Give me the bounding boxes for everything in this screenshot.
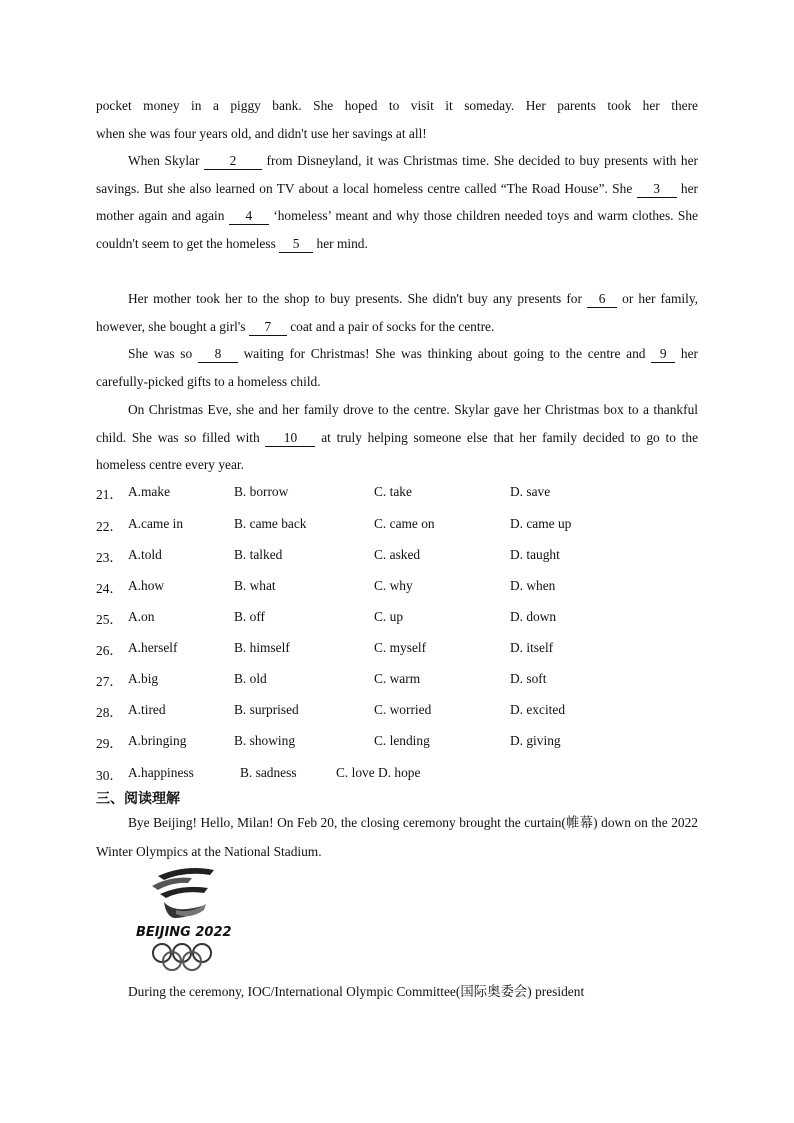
passage-paragraph-1 [96,92,698,147]
blank-7: 7 [249,319,287,336]
question-row [96,671,696,691]
passage-paragraph-3 [96,285,698,340]
question-number: 22． [96,519,123,534]
option-a[interactable]: A.came in [128,516,184,531]
passage-text: or her family, however, she bought a girl's [96,291,698,334]
option-b[interactable]: B. old [234,671,267,686]
blank-4: 4 [229,208,269,225]
blank-6: 6 [587,291,617,308]
question-row [96,640,696,660]
option-d[interactable]: D. down [510,609,557,624]
option-a[interactable]: A.make [128,484,171,499]
reading-paragraph-1: Bye Beijing! Hello, Milan! On Feb 20, the closing ceremony brought the curtain(帷幕) down on the 2022 Winter Olympics at the National Stadium. [96,815,698,859]
option-b[interactable]: B. talked [234,547,283,562]
blank-5: 5 [279,236,313,253]
option-a[interactable]: A.big [128,671,159,686]
blank-3: 3 [637,181,677,198]
question-row [96,578,696,598]
option-c[interactable]: C. lending [374,733,430,748]
passage-text: from Disneyland, it was Christmas time. She decided to buy presents with her savings. But she also learned on TV about a local homeless centre called “The Road House”. She [96,153,698,196]
option-d[interactable]: D. when [510,578,556,593]
option-a[interactable]: A.happiness [128,765,194,780]
passage-line: pocket money in a piggy bank. She hoped to visit it someday. Her parents took her there [96,98,698,113]
passage-text: at truly helping someone else that her family decided to go to the homeless centre every year. [96,429,699,472]
option-b[interactable]: B. himself [234,640,290,655]
passage-text: her carefully-picked gifts to a homeless child. [96,346,698,389]
question-row [96,484,696,504]
option-c-d[interactable]: C. love D. hope [336,765,421,780]
option-c[interactable]: C. worried [374,702,432,717]
question-number: 30． [96,768,123,783]
option-a[interactable]: A.told [128,547,162,562]
question-row [96,547,696,567]
option-c[interactable]: C. asked [374,547,421,562]
section-title: 三、阅读理解 [96,791,180,807]
passage-text: coat and a pair of socks for the centre. [286,318,495,334]
option-a[interactable]: A.how [128,578,165,593]
option-d[interactable]: D. itself [510,640,554,655]
beijing-2022-logo [130,862,240,974]
passage-text: When Skylar [128,153,204,168]
passage-text: Her mother took her to the shop to buy presents. She didn't buy any presents for [128,291,588,306]
option-c[interactable]: C. up [374,609,404,624]
option-c[interactable]: C. came on [374,516,435,531]
option-d[interactable]: D. giving [510,733,561,748]
option-c[interactable]: C. warm [374,671,421,686]
question-number: 28． [96,705,123,720]
passage-text: On Christmas Eve, she and her family drove to the centre. Skylar gave her Christmas box to a thankful child. She was so filled with [96,402,698,445]
option-d[interactable]: D. save [510,484,551,499]
blank-10: 10 [265,430,315,447]
question-row [96,733,696,753]
blank-8: 8 [198,346,238,363]
option-d[interactable]: D. excited [510,702,566,717]
passage-paragraph-4 [96,340,698,395]
passage-paragraph-5 [96,396,698,479]
option-a[interactable]: A.tired [128,702,166,717]
question-row [96,609,696,629]
blank-2: 2 [204,153,262,170]
option-b[interactable]: B. borrow [234,484,289,499]
reading-paragraph-2: During the ceremony, IOC/International Olympic Committee(国际奥委会) president [128,984,585,999]
question-number: 21． [96,487,123,502]
question-number: 24． [96,581,123,596]
question-number: 29． [96,736,123,751]
question-number: 23． [96,550,123,565]
beijing-2022-emblem-icon [130,862,240,974]
option-c[interactable]: C. myself [374,640,427,655]
option-b[interactable]: B. showing [234,733,296,748]
option-b[interactable]: B. surprised [234,702,299,717]
question-number: 27． [96,674,123,689]
option-d[interactable]: D. soft [510,671,547,686]
option-b[interactable]: B. sadness [240,765,297,780]
passage-text: ‘homeless’ meant and why those children needed toys and warm clothes. She couldn't seem to get the homeless [96,208,699,251]
passage-text: waiting for Christmas! She was thinking about going to the centre and [237,346,652,361]
question-row [96,765,696,785]
passage-text: her mind. [313,235,368,251]
option-c[interactable]: C. take [374,484,412,499]
passage-text: her mother again and again [96,180,698,223]
option-a[interactable]: A.on [128,609,155,624]
question-row [96,702,696,722]
option-a[interactable]: A.herself [128,640,178,655]
option-c[interactable]: C. why [374,578,413,593]
passage-line: when she was four years old, and didn't use her savings at all! [96,125,427,141]
passage-text: She was so [128,346,198,361]
option-a[interactable]: A.bringing [128,733,187,748]
option-d[interactable]: D. taught [510,547,560,562]
question-number: 26． [96,643,123,658]
passage-paragraph-2 [96,147,698,257]
blank-9: 9 [651,346,675,363]
logo-text: BEIJING 2022 [136,925,232,940]
option-d[interactable]: D. came up [510,516,572,531]
option-b[interactable]: B. came back [234,516,307,531]
question-row [96,516,696,536]
question-number: 25． [96,612,123,627]
option-b[interactable]: B. off [234,609,265,624]
option-b[interactable]: B. what [234,578,276,593]
